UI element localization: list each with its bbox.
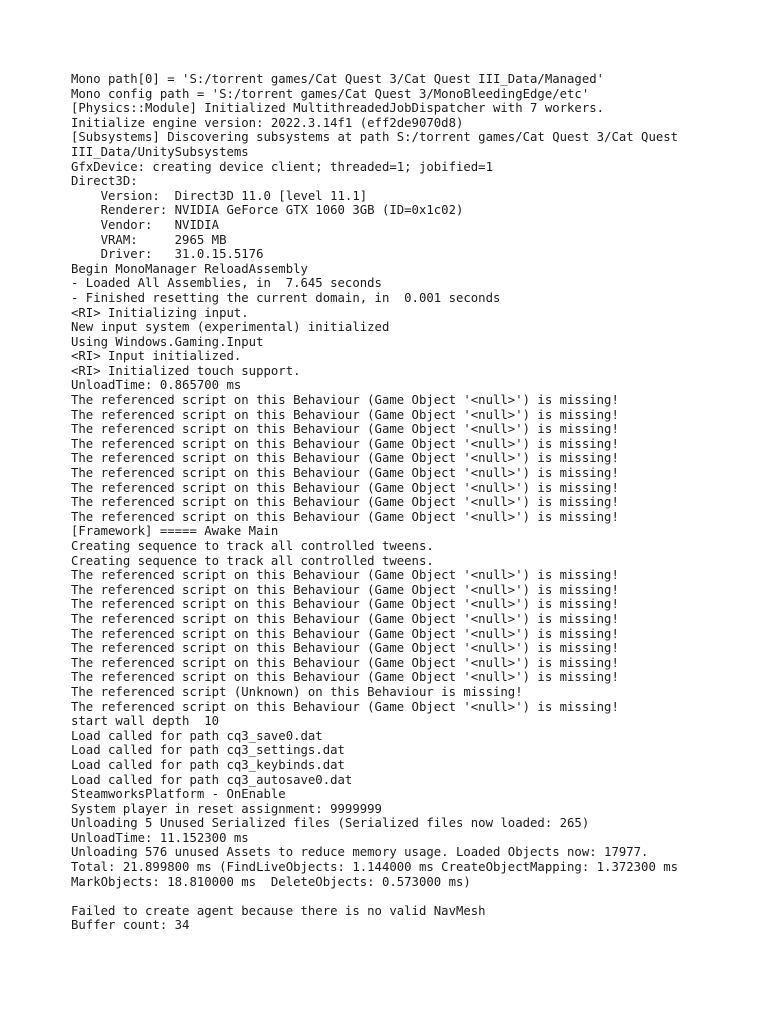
log-line: Direct3D:: [71, 174, 138, 189]
log-line: Total: 21.899800 ms (FindLiveObjects: 1.144000 ms CreateObjectMapping: 1.372300 ms: [71, 860, 679, 875]
log-line: <RI> Initialized touch support.: [71, 363, 301, 378]
log-line: The referenced script on this Behaviour (Game Object '<null>') is missing!: [71, 407, 619, 422]
log-line: Unloading 576 unused Assets to reduce memory usage. Loaded Objects now: 17977.: [71, 845, 649, 860]
log-line: Renderer: NVIDIA GeForce GTX 1060 3GB (ID=0x1c02): [71, 203, 464, 218]
log-line: System player in reset assignment: 9999999: [71, 801, 382, 816]
log-line: New input system (experimental) initialized: [71, 320, 390, 335]
log-line: The referenced script on this Behaviour (Game Object '<null>') is missing!: [71, 641, 619, 656]
log-line: The referenced script on this Behaviour (Game Object '<null>') is missing!: [71, 436, 619, 451]
log-line: GfxDevice: creating device client; threaded=1; jobified=1: [71, 159, 493, 174]
log-line: UnloadTime: 11.152300 ms: [71, 830, 249, 845]
log-line: <RI> Initializing input.: [71, 305, 249, 320]
log-line: The referenced script on this Behaviour (Game Object '<null>') is missing!: [71, 611, 619, 626]
log-line: Version: Direct3D 11.0 [level 11.1]: [71, 188, 368, 203]
log-line: Creating sequence to track all controlled tweens.: [71, 539, 434, 553]
log-line: Mono path[0] = 'S:/torrent games/Cat Quest 3/Cat Quest III_Data/Managed': [71, 72, 605, 86]
log-line: The referenced script on this Behaviour (Game Object '<null>') is missing!: [71, 626, 619, 641]
log-line: Load called for path cq3_keybinds.dat: [71, 757, 345, 772]
log-line: The referenced script on this Behaviour (Game Object '<null>') is missing!: [71, 597, 619, 612]
log-line: [Framework] ===== Awake Main: [71, 524, 279, 539]
log-line: Mono config path = 'S:/torrent games/Cat Quest 3/MonoBleedingEdge/etc': [71, 86, 590, 101]
log-line: The referenced script on this Behaviour (Game Object '<null>') is missing!: [71, 509, 619, 524]
log-line: The referenced script (Unknown) on this Behaviour is missing!: [71, 684, 523, 699]
log-line: The referenced script on this Behaviour (Game Object '<null>') is missing!: [71, 699, 619, 714]
log-line: The referenced script on this Behaviour (Game Object '<null>') is missing!: [71, 466, 619, 481]
log-line: The referenced script on this Behaviour (Game Object '<null>') is missing!: [71, 670, 619, 685]
log-line: Initialize engine version: 2022.3.14f1 (eff2de9070d8): [71, 115, 464, 130]
log-text: [71, 72, 761, 933]
log-line: <RI> Input initialized.: [71, 349, 242, 364]
log-line: The referenced script on this Behaviour (Game Object '<null>') is missing!: [71, 568, 619, 583]
log-line: Driver: 31.0.15.5176: [71, 247, 264, 262]
log-line: SteamworksPlatform - OnEnable: [71, 787, 286, 802]
log-line: The referenced script on this Behaviour (Game Object '<null>') is missing!: [71, 582, 619, 597]
log-line: Load called for path cq3_settings.dat: [71, 743, 345, 758]
log-line: Failed to create agent because there is no valid NavMesh: [71, 903, 486, 918]
log-line: - Finished resetting the current domain, in 0.001 seconds: [71, 290, 501, 305]
log-line: MarkObjects: 18.810000 ms DeleteObjects: 0.573000 ms): [71, 874, 471, 889]
log-line: The referenced script on this Behaviour (Game Object '<null>') is missing!: [71, 480, 619, 495]
log-line: III_Data/UnitySubsystems: [71, 144, 249, 159]
log-line: Vendor: NVIDIA: [71, 217, 220, 232]
log-line: The referenced script on this Behaviour (Game Object '<null>') is missing!: [71, 655, 619, 670]
log-line: VRAM: 2965 MB: [71, 232, 227, 247]
log-line: [Subsystems] Discovering subsystems at path S:/torrent games/Cat Quest 3/Cat Quest: [71, 130, 679, 145]
log-line: The referenced script on this Behaviour (Game Object '<null>') is missing!: [71, 422, 619, 437]
log-line: [71, 889, 761, 904]
log-line: start wall depth 10: [71, 714, 220, 729]
log-line: Using Windows.Gaming.Input: [71, 334, 264, 349]
log-line: Buffer count: 34: [71, 918, 190, 933]
log-line: Load called for path cq3_autosave0.dat: [71, 772, 353, 787]
log-line: [Physics::Module] Initialized MultithreadedJobDispatcher with 7 workers.: [71, 101, 605, 116]
log-line: UnloadTime: 0.865700 ms: [71, 378, 242, 393]
log-line: Begin MonoManager ReloadAssembly: [71, 261, 308, 276]
log-line: The referenced script on this Behaviour (Game Object '<null>') is missing!: [71, 495, 619, 510]
log-line: Load called for path cq3_save0.dat: [71, 728, 323, 743]
log-line: - Loaded All Assemblies, in 7.645 seconds: [71, 276, 382, 291]
log-line: Unloading 5 Unused Serialized files (Serialized files now loaded: 265): [71, 816, 590, 831]
log-line: The referenced script on this Behaviour (Game Object '<null>') is missing!: [71, 393, 619, 408]
log-line: Creating sequence to track all controlled tweens.: [71, 553, 434, 568]
log-line: The referenced script on this Behaviour (Game Object '<null>') is missing!: [71, 451, 619, 466]
